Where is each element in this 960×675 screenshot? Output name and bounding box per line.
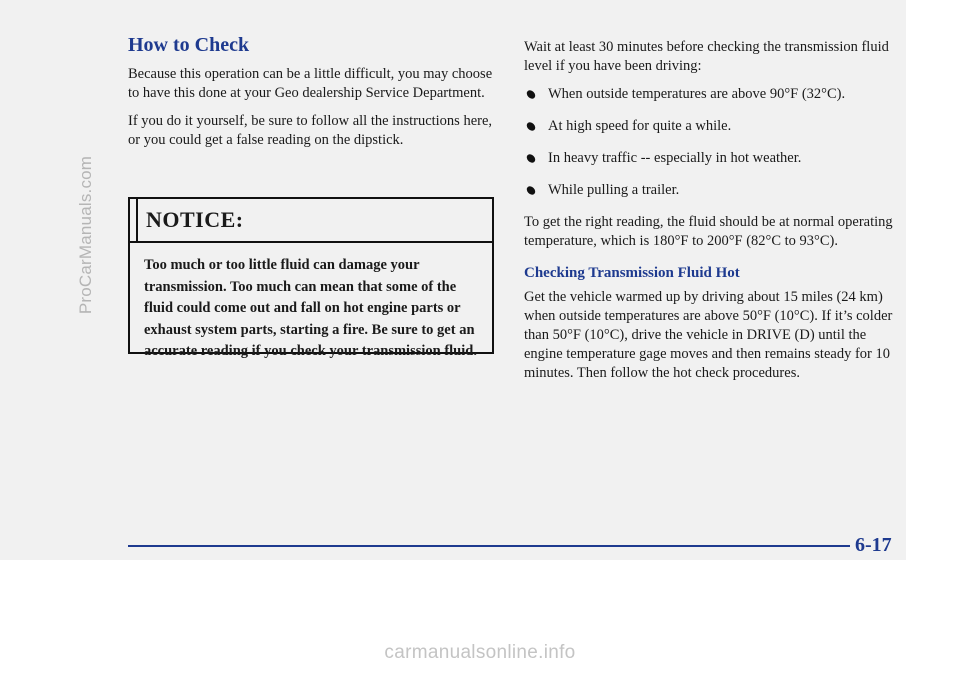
condition-list xyxy=(524,85,900,200)
self-check-paragraph: If you do it yourself, be sure to follow all the instructions here, or you could get a false reading on the dipstick. xyxy=(128,113,493,148)
section-title: How to Check xyxy=(128,34,250,56)
notice-box xyxy=(128,197,494,359)
list-item: While pulling a trailer. xyxy=(524,181,900,200)
manual-page: ProCarManuals.com How to Check Because this operation can be a little difficult, you may choose to have this done at your Geo dealership Service Department. If you do it yourself, be sure to follow all the instructions here, or you could get a false reading on the dipstick. NOTICE: Too much or too little fluid can damage your transmission. Too much can mean that some of the fluid could come out and fall on hot engine parts or exhaust system parts, starting a fire. Be sure to get an accurate reading if you check your transmission fluid. Wait at least 30 minutes before checking the transmission fluid level if you have been driving: When outside temperatures are above 90°F (32°C). At high speed for quite a while. In heavy traffic -- especially in hot weather. While pulling a trailer. To get the right reading, the fluid should be at normal operating temperature, which is 180°F to 200°F (82°C to 93°C). Checking Transmission Fluid Hot Get the vehicle warmed up by driving about 15 miles (24 km) when outside temperatures are above 50°F (10°C). If it’s colder than 50°F (10°C), drive the vehicle in DRIVE (D) until the engine temperature gage moves and then remains steady for 10 minutes. Then follow the hot check procedures. 6-17 xyxy=(0,0,906,560)
footer-rule xyxy=(128,545,850,547)
notice-title: NOTICE: xyxy=(146,207,244,232)
temperature-paragraph: To get the right reading, the fluid should be at normal operating temperature, which is 180°F to 200°F (82°C to 93°C). xyxy=(524,214,893,249)
notice-rule xyxy=(136,199,138,241)
notice-body: Too much or too little fluid can damage your transmission. Too much can mean that some of the fluid could come out and fall on hot engine parts or exhaust system parts, starting a fire. Be sure to get an accurate reading if you check your transmission fluid. xyxy=(144,257,477,359)
notice-header xyxy=(130,199,492,243)
wait-paragraph: Wait at least 30 minutes before checking the transmission fluid level if you have been driving: xyxy=(524,39,889,74)
left-column xyxy=(128,34,498,159)
list-item: In heavy traffic -- especially in hot weather. xyxy=(524,149,900,168)
subsection-title: Checking Transmission Fluid Hot xyxy=(524,265,740,281)
footer-watermark: carmanualsonline.info xyxy=(384,642,576,663)
intro-paragraph: Because this operation can be a little difficult, you may choose to have this done at your Geo dealership Service Department. xyxy=(128,66,493,101)
list-item: At high speed for quite a while. xyxy=(524,117,900,136)
list-item: When outside temperatures are above 90°F (32°C). xyxy=(524,85,900,104)
hot-check-paragraph: Get the vehicle warmed up by driving about 15 miles (24 km) when outside temperatures are above 50°F (10°C). If it’s colder than 50°F (10°C), drive the vehicle in DRIVE (D) until the engine temperature gage moves and then remains steady for 10 minutes. Then follow the hot check procedures. xyxy=(524,289,893,381)
page-number: 6-17 xyxy=(855,534,892,556)
right-column xyxy=(524,38,900,392)
